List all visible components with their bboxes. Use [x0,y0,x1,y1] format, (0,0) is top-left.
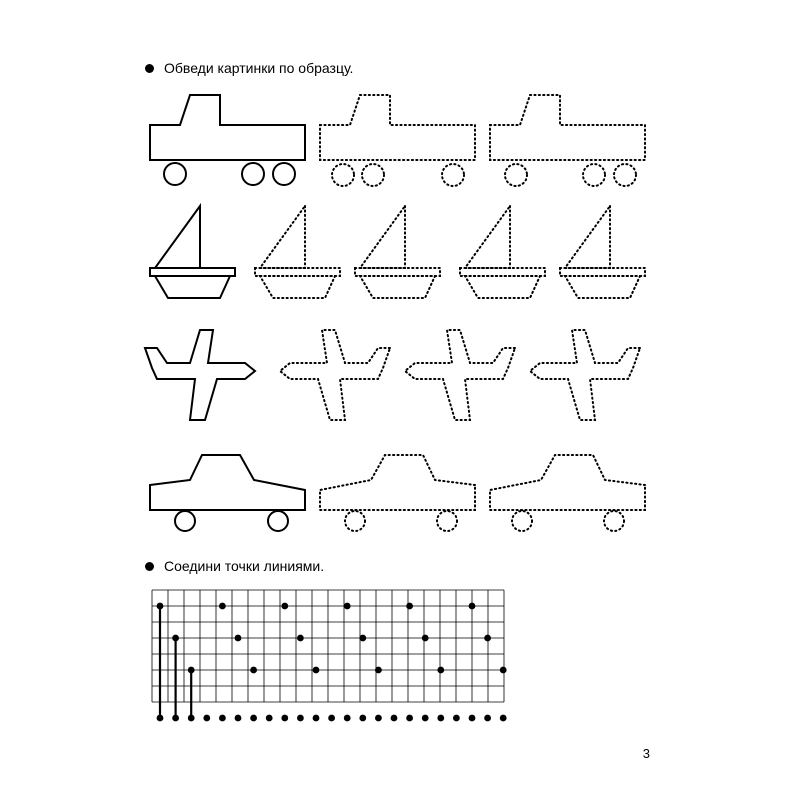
grid-dot [484,635,491,642]
grid-dot [500,715,507,722]
grid-dot [422,635,429,642]
grid-dot [157,715,164,722]
grid-dot [469,603,476,610]
grid-dot [250,715,257,722]
grid-dot [313,715,320,722]
grid-dot [250,667,257,674]
grid-dot [375,667,382,674]
grid-dot [328,715,335,722]
grid-dot [500,667,507,674]
grid-dot [235,635,242,642]
instruction-connect-text: Соедини точки линиями. [164,558,325,574]
grid-dot [469,715,476,722]
grid-dot [235,715,242,722]
car-trace-2 [490,455,645,531]
sailboat-trace-1 [255,206,340,298]
grid-dot [188,667,195,674]
airplane-trace-1 [280,330,390,420]
grid-dot [375,715,382,722]
truck-trace-2 [490,95,645,186]
grid-dot [219,715,226,722]
grid-dot [437,715,444,722]
grid-dot [453,715,460,722]
sailboat-trace-2 [355,206,440,298]
grid-dot [297,635,304,642]
grid-dot [484,715,491,722]
sailboat-trace-4 [560,206,645,298]
grid-dot [297,715,304,722]
grid-dot [391,715,398,722]
truck-trace-1 [320,95,475,186]
grid-dot [172,715,179,722]
dot-grid [152,590,507,721]
car-sample [150,455,305,531]
grid-lines [152,590,504,702]
grid-dot [219,603,226,610]
grid-dot [172,635,179,642]
airplane-trace-2 [405,330,515,420]
grid-dot [266,715,273,722]
airplane-sample [145,330,255,420]
instruction-connect [145,558,324,574]
sailboat-trace-3 [460,206,545,298]
grid-dot [157,603,164,610]
grid-dot [281,715,288,722]
grid-dot [406,715,413,722]
grid-dot [281,603,288,610]
sailboat-sample [150,206,235,298]
grid-dot [406,603,413,610]
car-trace-1 [320,455,475,531]
grid-dot [359,635,366,642]
grid-dot [422,715,429,722]
truck-sample [150,95,305,185]
grid-dot [188,715,195,722]
grid-dot [344,715,351,722]
page-number: 3 [642,746,650,761]
instruction-trace-text: Обведи картинки по образцу. [164,60,354,76]
airplane-trace-3 [530,330,640,420]
grid-dot [203,715,210,722]
grid-dot [344,603,351,610]
grid-dot [359,715,366,722]
bullet-icon [145,562,154,571]
grid-dot [313,667,320,674]
grid-dot [437,667,444,674]
